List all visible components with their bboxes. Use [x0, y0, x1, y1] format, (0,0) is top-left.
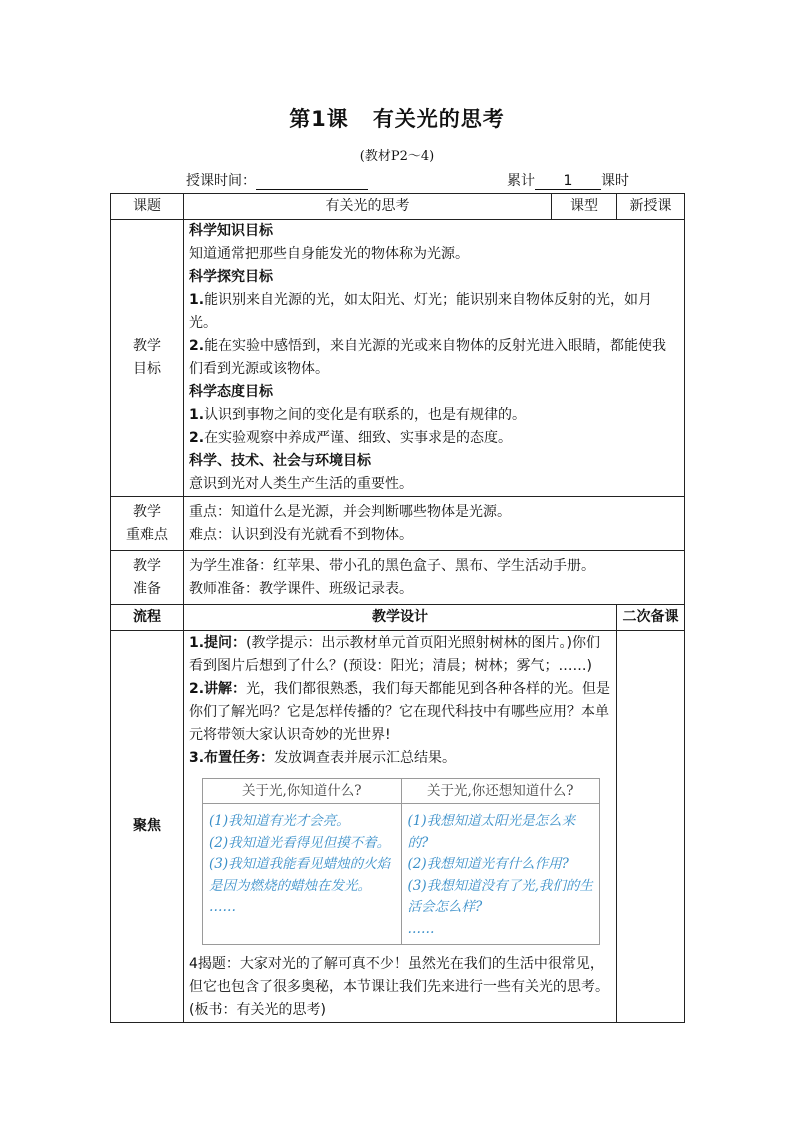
goal-heading: 科学态度目标: [189, 384, 273, 400]
goal-heading: 科学探究目标: [189, 269, 273, 285]
key-point: 重点：知道什么是光源，并会判断哪些物体是光源。: [189, 503, 511, 520]
prep-students: 为学生准备：红苹果、带小孔的黑色盒子、黑布、学生活动手册。: [189, 557, 595, 574]
step-lead: 1.提问：: [189, 635, 247, 651]
goal-text: [189, 427, 679, 450]
focus-row: [111, 631, 685, 1023]
focus-step: [189, 632, 611, 678]
survey-answer: (1)我知道有光才会亮。: [209, 813, 350, 829]
step-lead: 4揭题：: [189, 956, 240, 972]
second-prep-cell: [617, 631, 685, 1023]
focus-step: [189, 953, 611, 1022]
survey-answer: (2)我想知道光有什么作用?: [407, 856, 569, 872]
class-time-label: 授课时间：: [186, 173, 256, 189]
goal-text: [189, 335, 679, 381]
total-value: 1: [535, 173, 601, 190]
topic-row: [111, 194, 685, 220]
flow-header-row: [111, 605, 685, 631]
step-lead: 2.讲解：: [189, 681, 247, 697]
goal-item: 认识到事物之间的变化是有联系的，也是有规律的。: [204, 407, 527, 423]
step-text: 光，我们都很熟悉，我们每天都能见到各种各样的光。但是你们了解光吗？它是怎样传播的？它在现代科技中有哪些应用？本单元将带领大家认识奇妙的光世界!: [189, 681, 611, 743]
step-text: (教学提示：出示教材单元首页阳光照射树林的图片。)你们看到图片后想到了什么？(预设：阳光；清晨；树林；雾气；……): [189, 635, 600, 674]
goal-number: 1.: [189, 407, 205, 423]
class-time: [186, 170, 368, 190]
focus-content: [184, 631, 617, 1023]
survey-known-title: 关于光,你知道什么?: [203, 779, 401, 804]
survey-answer: ……: [209, 899, 236, 915]
focus-step: [189, 678, 611, 747]
total-unit: 课时: [601, 173, 629, 189]
goal-text: [189, 404, 679, 427]
key-points-content: [184, 497, 685, 551]
preparation-row: [111, 551, 685, 605]
goal-number: 2.: [189, 430, 205, 446]
lesson-name: 有关光的思考: [372, 107, 505, 131]
goals-row: [111, 220, 685, 497]
goal-heading: 科学、技术、社会与环境目标: [189, 453, 371, 469]
key-points-row: [111, 497, 685, 551]
total-periods: [507, 170, 629, 190]
survey-answer: ……: [407, 920, 435, 937]
second-prep-label: 二次备课: [617, 605, 685, 631]
goal-number: 2.: [189, 338, 205, 354]
goals-label-line1: 教学: [133, 338, 161, 354]
goals-content: [184, 220, 685, 497]
goal-text: 知道通常把那些自身能发光的物体称为光源。: [189, 246, 469, 262]
goal-item: 能识别来自光源的光，如太阳光、灯光；能识别来自物体反射的光，如月光。: [189, 292, 653, 331]
flow-label: 流程: [111, 605, 184, 631]
design-label: 教学设计: [184, 605, 617, 631]
topic-value: 有关光的思考: [184, 194, 552, 220]
survey-wonder-answers: [402, 804, 600, 944]
step-text: 大家对光的了解可真不少！虽然光在我们的生活中很常见，但它也包含了很多奥秘，本节课让我们先来进行一些有关光的思考。(板书：有关光的思考): [189, 956, 609, 1018]
survey-wonder-column: [401, 779, 600, 944]
type-value: 新授课: [617, 194, 685, 220]
goal-item: 能在实验中感悟到，来自光源的光或来自物体的反射光进入眼睛，都能使我们看到光源或该物体。: [189, 338, 667, 377]
type-label: 课型: [552, 194, 617, 220]
survey-answer: (2)我知道光看得见但摸不着。: [209, 834, 391, 851]
total-label: 累计: [507, 173, 535, 189]
preparation-label: [111, 551, 184, 605]
focus-label: 聚焦: [111, 631, 184, 1023]
topic-label: 课题: [111, 194, 184, 220]
goal-item: 在实验观察中养成严谨、细致、实事求是的态度。: [204, 430, 513, 446]
prep-label-line2: 准备: [133, 580, 161, 597]
goals-label-line2: 目标: [133, 361, 161, 377]
lesson-number: 第1课: [289, 107, 349, 131]
lesson-title: [0, 103, 794, 133]
difficult-point: 难点：认识到没有光就看不到物体。: [189, 526, 413, 543]
preparation-content: [184, 551, 685, 605]
key-label-line1: 教学: [133, 503, 161, 520]
goals-label: [111, 220, 184, 497]
goal-text: [189, 289, 679, 335]
goal-text: 意识到光对人类生产生活的重要性。: [189, 476, 413, 492]
survey-answer: (1)我想知道太阳光是怎么来的?: [407, 813, 576, 851]
prep-label-line1: 教学: [133, 557, 161, 574]
textbook-pages: (教材P2～4): [359, 149, 435, 164]
survey-known-answers: [203, 804, 401, 923]
key-points-label: [111, 497, 184, 551]
lesson-plan-table: [110, 193, 685, 1023]
step-text: 发放调查表并展示汇总结果。: [274, 750, 457, 766]
survey-known-column: [203, 779, 401, 944]
survey-answer: (3)我想知道没有了光,我们的生活会怎么样?: [407, 877, 593, 915]
survey-table: [202, 778, 600, 945]
class-time-blank: [256, 175, 368, 190]
key-label-line2: 重难点: [126, 526, 168, 543]
goal-number: 1.: [189, 292, 205, 308]
survey-answer: (3)我知道我能看见蜡烛的火焰是因为燃烧的蜡烛在发光。: [209, 856, 391, 894]
survey-wonder-title: 关于光,你还想知道什么?: [402, 779, 600, 804]
goal-heading: 科学知识目标: [189, 223, 273, 239]
prep-teacher: 教师准备：教学课件、班级记录表。: [189, 580, 413, 597]
step-lead: 3.布置任务：: [189, 750, 275, 766]
focus-step: [189, 747, 611, 770]
